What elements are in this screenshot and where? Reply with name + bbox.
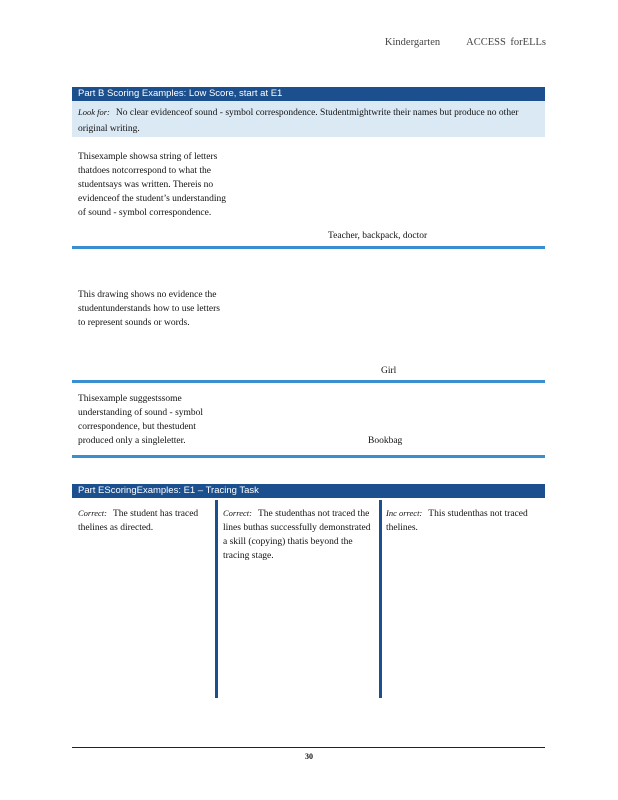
tracing-column-correct-1 [78,506,208,535]
column-text: This studenthas not traced thelines. [386,509,528,533]
example-divider [72,246,545,249]
header-grade: Kindergarten [384,37,441,48]
column-text: The studenthas not traced the lines buthas successfully demonstrated a skill (copying) thatis beyond the tracing stage. [223,509,371,561]
example-3-caption: Bookbag [368,436,403,446]
example-2-description: This drawing shows no evidence the studentunderstands how to use letters to represent sounds or words. [78,290,220,328]
tracing-column-incorrect [386,506,536,535]
example-1-caption: Teacher, backpack, doctor [328,231,428,241]
column-text: The student has traced thelines as directed. [78,509,199,533]
footer-rule [72,747,545,748]
column-label: Correct: [78,508,107,518]
column-label: Inc orrect: [386,508,423,518]
page-number: 30 [305,752,313,761]
header-title: ACCESS forELLs [466,37,546,48]
example-divider [72,380,545,383]
column-label: Correct: [223,508,252,518]
example-1-description: Thisexample showsa string of letters thatdoes notcorrespond to what the studentsays was written. Thereis no evidenceof the student’s understanding of sound - symbol correspondence. [78,152,227,218]
tracing-column-correct-2 [223,506,375,563]
example-2-caption: Girl [381,366,397,376]
look-for-text: No clear evidenceof sound - symbol correspondence. Studentmightwrite their names but produce no other original writing. [78,108,519,134]
look-for-label: Look for: [78,107,110,117]
running-header [385,37,546,48]
column-divider [215,500,218,698]
example-3-description: Thisexample suggestssome understanding of sound - symbol correspondence, but thestudent produced only a singleletter. [78,394,204,446]
column-divider [379,500,382,698]
look-for-box [72,101,545,137]
section1-title-bar: Part B Scoring Examples: Low Score, start at E1 [72,87,545,101]
section-divider [72,455,545,458]
section2-title-bar: Part EScoringExamples: E1 – Tracing Task [72,484,545,498]
